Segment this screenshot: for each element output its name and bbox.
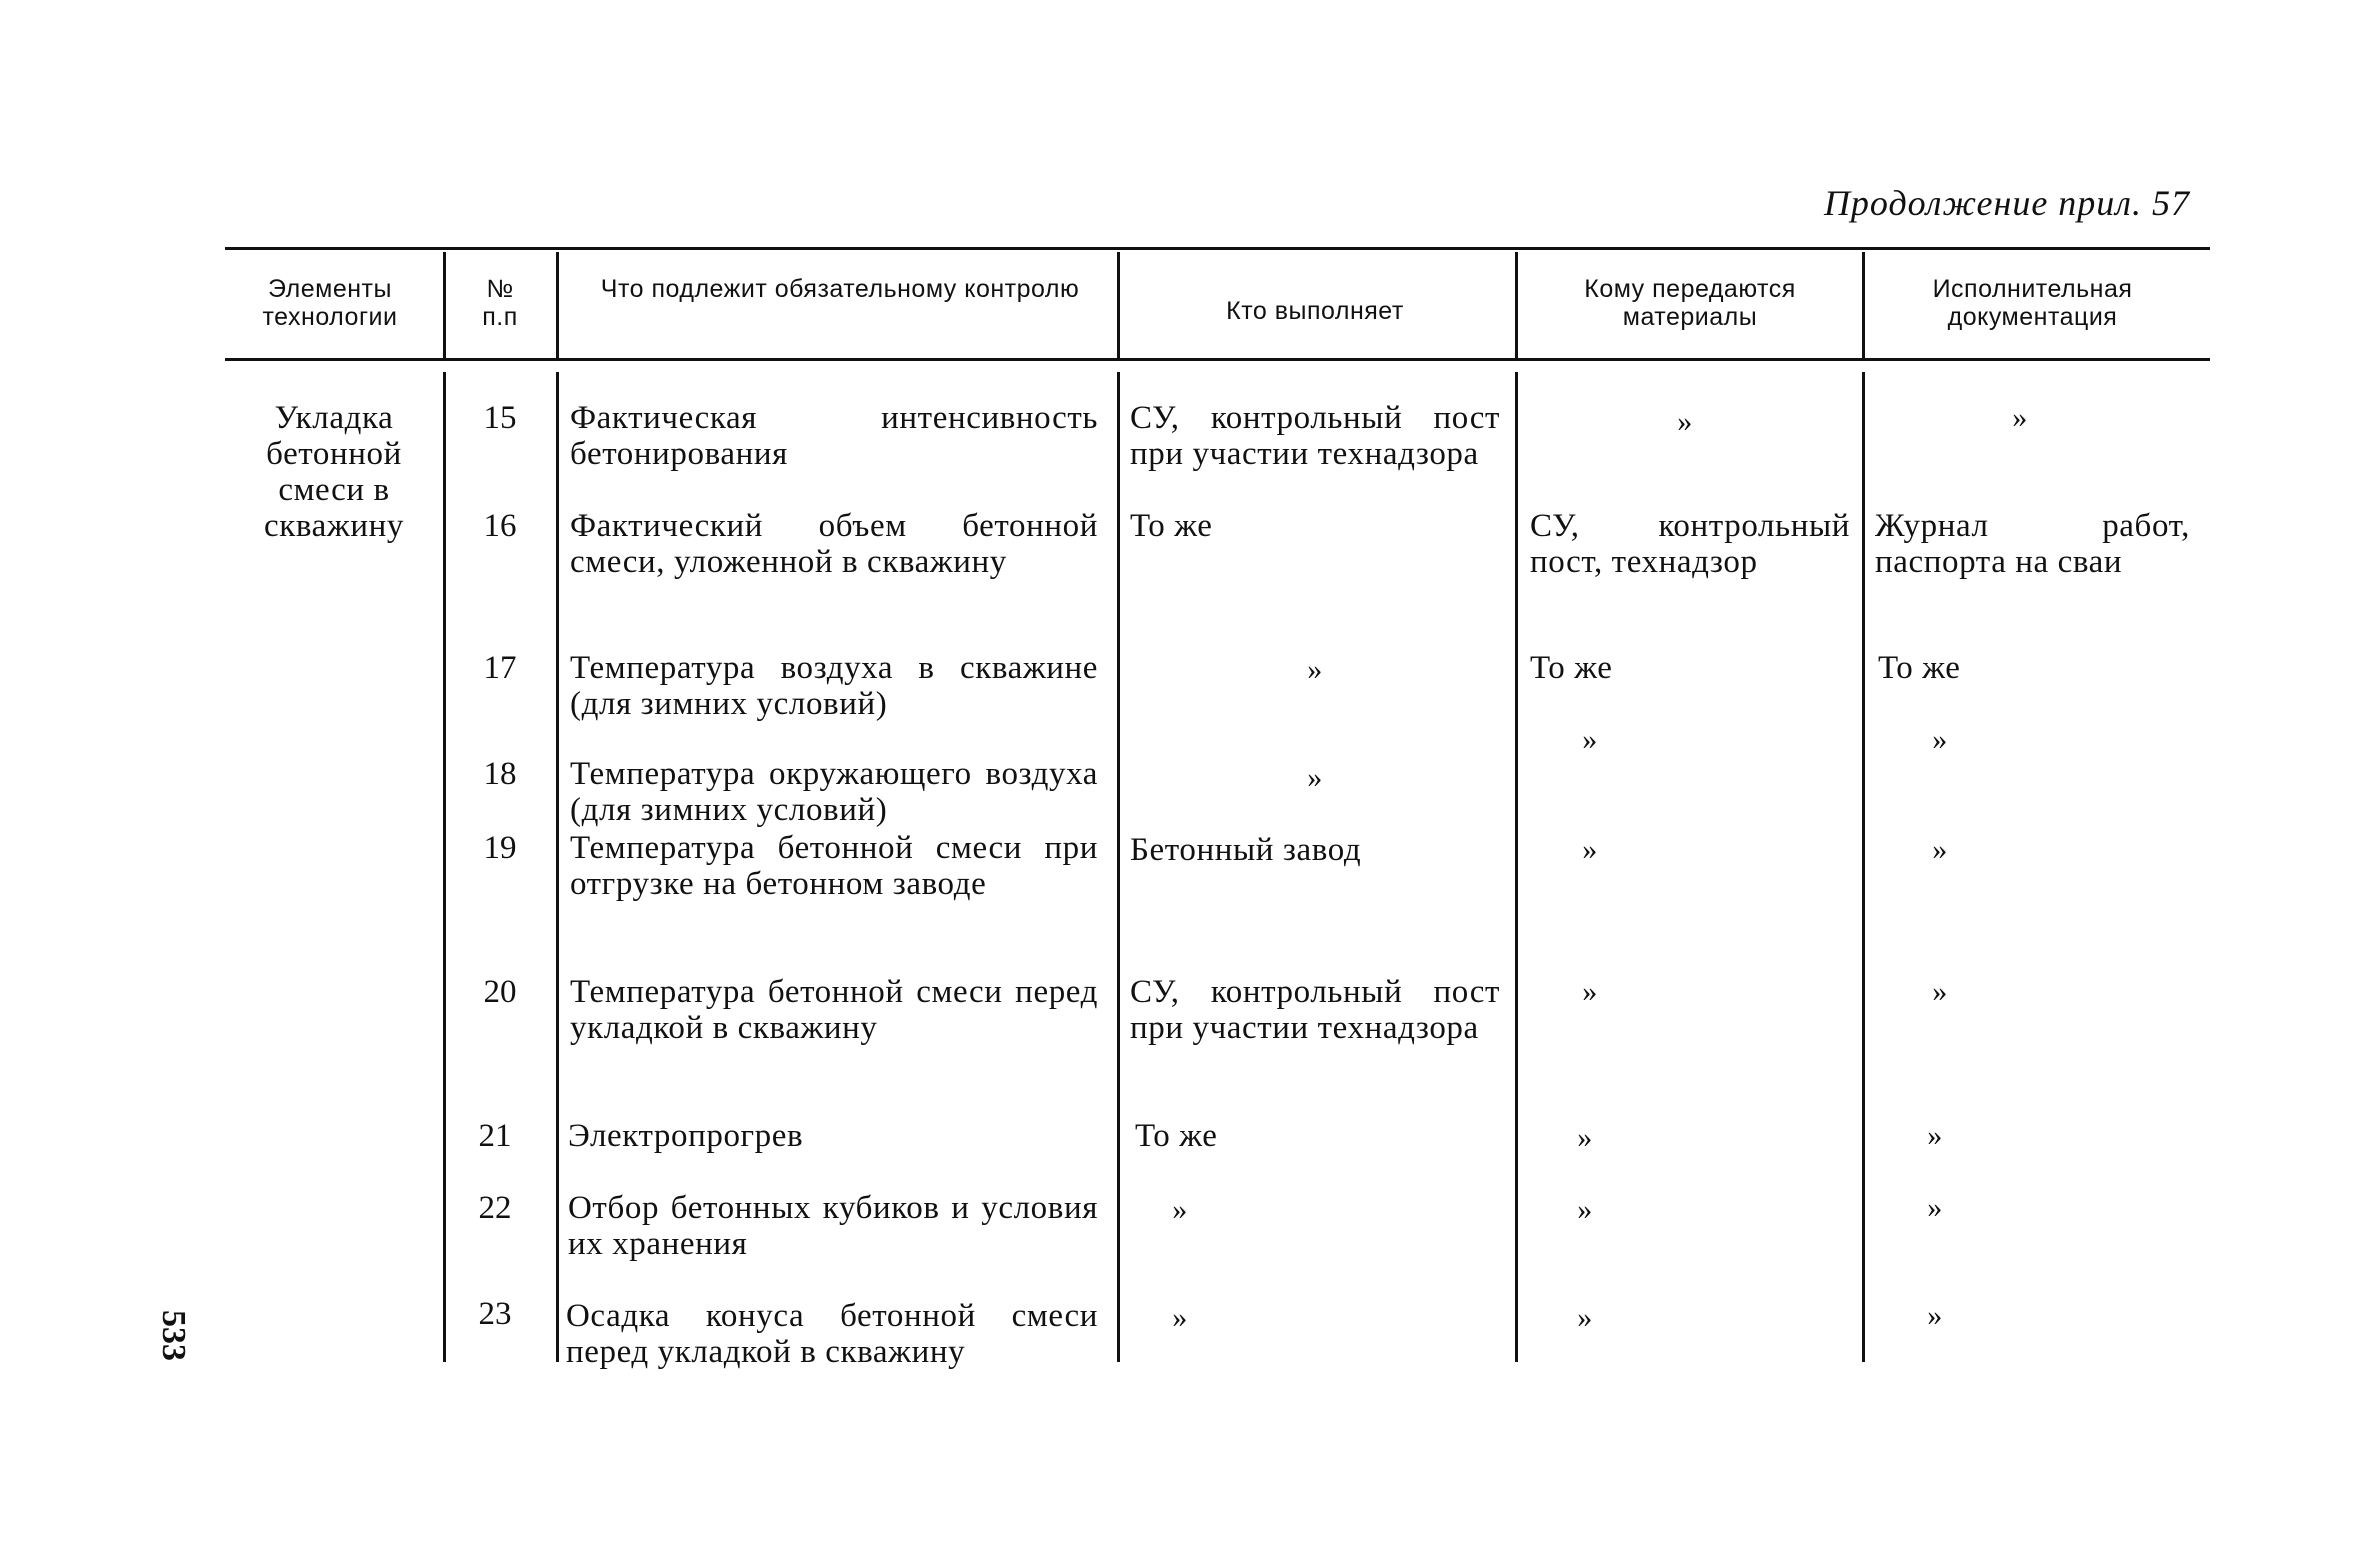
header-number: № п.п: [482, 275, 518, 331]
row-who: СУ, контрольный пост при участии технадзора: [1130, 400, 1500, 472]
row-what: Осадка конуса бетонной смеси перед укладкой в скважину: [566, 1298, 1098, 1370]
column-divider: [443, 252, 446, 358]
row-who: »: [1172, 1301, 1188, 1334]
row-what: Отбор бетонных кубиков и условия их хранения: [568, 1190, 1098, 1262]
row-docs: »: [1927, 1119, 1943, 1152]
row-to-whom: »: [1582, 723, 1598, 756]
row-number: 18: [483, 756, 517, 792]
row-to-whom: »: [1577, 1193, 1593, 1226]
row-number: 17: [483, 650, 517, 686]
row-docs: »: [1932, 975, 1948, 1008]
page-number: 533: [155, 1310, 192, 1361]
row-to-whom: »: [1582, 975, 1598, 1008]
row-to-whom: »: [1582, 833, 1598, 866]
row-number: 23: [478, 1296, 512, 1332]
row-who: СУ, контрольный пост при участии технадзора: [1130, 974, 1500, 1046]
column-divider: [556, 252, 559, 358]
header-element: Элементы технологии: [262, 275, 398, 331]
row-number: 22: [478, 1190, 512, 1226]
column-divider: [1515, 252, 1518, 358]
row-what: Фактический объем бетонной смеси, уложенной в скважину: [570, 508, 1098, 580]
row-docs: »: [1932, 723, 1948, 756]
row-who: То же: [1130, 508, 1213, 544]
row-docs: Журнал работ, паспорта на сваи: [1875, 508, 2190, 580]
row-what: Температура бетонной смеси перед укладкой в скважину: [570, 974, 1098, 1046]
row-to-whom: »: [1577, 1301, 1593, 1334]
table-top-rule: [225, 247, 2210, 250]
row-number: 21: [478, 1118, 512, 1154]
column-divider: [1515, 372, 1518, 1362]
row-what: Температура воздуха в скважине (для зимних условий): [570, 650, 1098, 722]
row-who: »: [1172, 1193, 1188, 1226]
row-to-whom: »: [1577, 1121, 1593, 1154]
column-divider: [1862, 372, 1865, 1362]
element-name: Укладка бетонной смеси в скважину: [264, 400, 404, 544]
row-docs: »: [2012, 401, 2028, 434]
column-divider: [1117, 372, 1120, 1362]
header-what: Что подлежит обязательному контролю: [600, 275, 1080, 303]
row-who: »: [1307, 761, 1323, 794]
row-to-whom: »: [1677, 405, 1693, 438]
row-who: Бетонный завод: [1130, 832, 1362, 868]
row-what: Электропрогрев: [568, 1118, 804, 1154]
row-what: Фактическая интенсивность бетонирования: [570, 400, 1098, 472]
row-who: »: [1307, 653, 1323, 686]
row-number: 19: [483, 830, 517, 866]
column-divider: [1862, 252, 1865, 358]
row-to-whom: СУ, контрольный пост, технадзор: [1530, 508, 1850, 580]
row-to-whom: То же: [1530, 650, 1613, 686]
row-docs: То же: [1878, 650, 1961, 686]
row-what: Температура окружающего воздуха (для зимних условий): [570, 756, 1098, 828]
continuation-caption: Продолжение прил. 57: [1823, 183, 2190, 223]
column-divider: [443, 372, 446, 1362]
row-number: 16: [483, 508, 517, 544]
header-to-whom: Кому передаются материалы: [1584, 275, 1796, 331]
header-bottom-rule: [225, 358, 2210, 361]
row-docs: »: [1927, 1299, 1943, 1332]
column-divider: [556, 372, 559, 1362]
row-docs: »: [1927, 1191, 1943, 1224]
row-number: 15: [483, 400, 517, 436]
row-docs: »: [1932, 833, 1948, 866]
row-number: 20: [483, 974, 517, 1010]
header-who: Кто выполняет: [1226, 297, 1404, 325]
header-docs: Исполнительная документация: [1932, 275, 2133, 331]
column-divider: [1117, 252, 1120, 358]
row-who: То же: [1135, 1118, 1218, 1154]
row-what: Температура бетонной смеси при отгрузке на бетонном заводе: [570, 830, 1098, 902]
